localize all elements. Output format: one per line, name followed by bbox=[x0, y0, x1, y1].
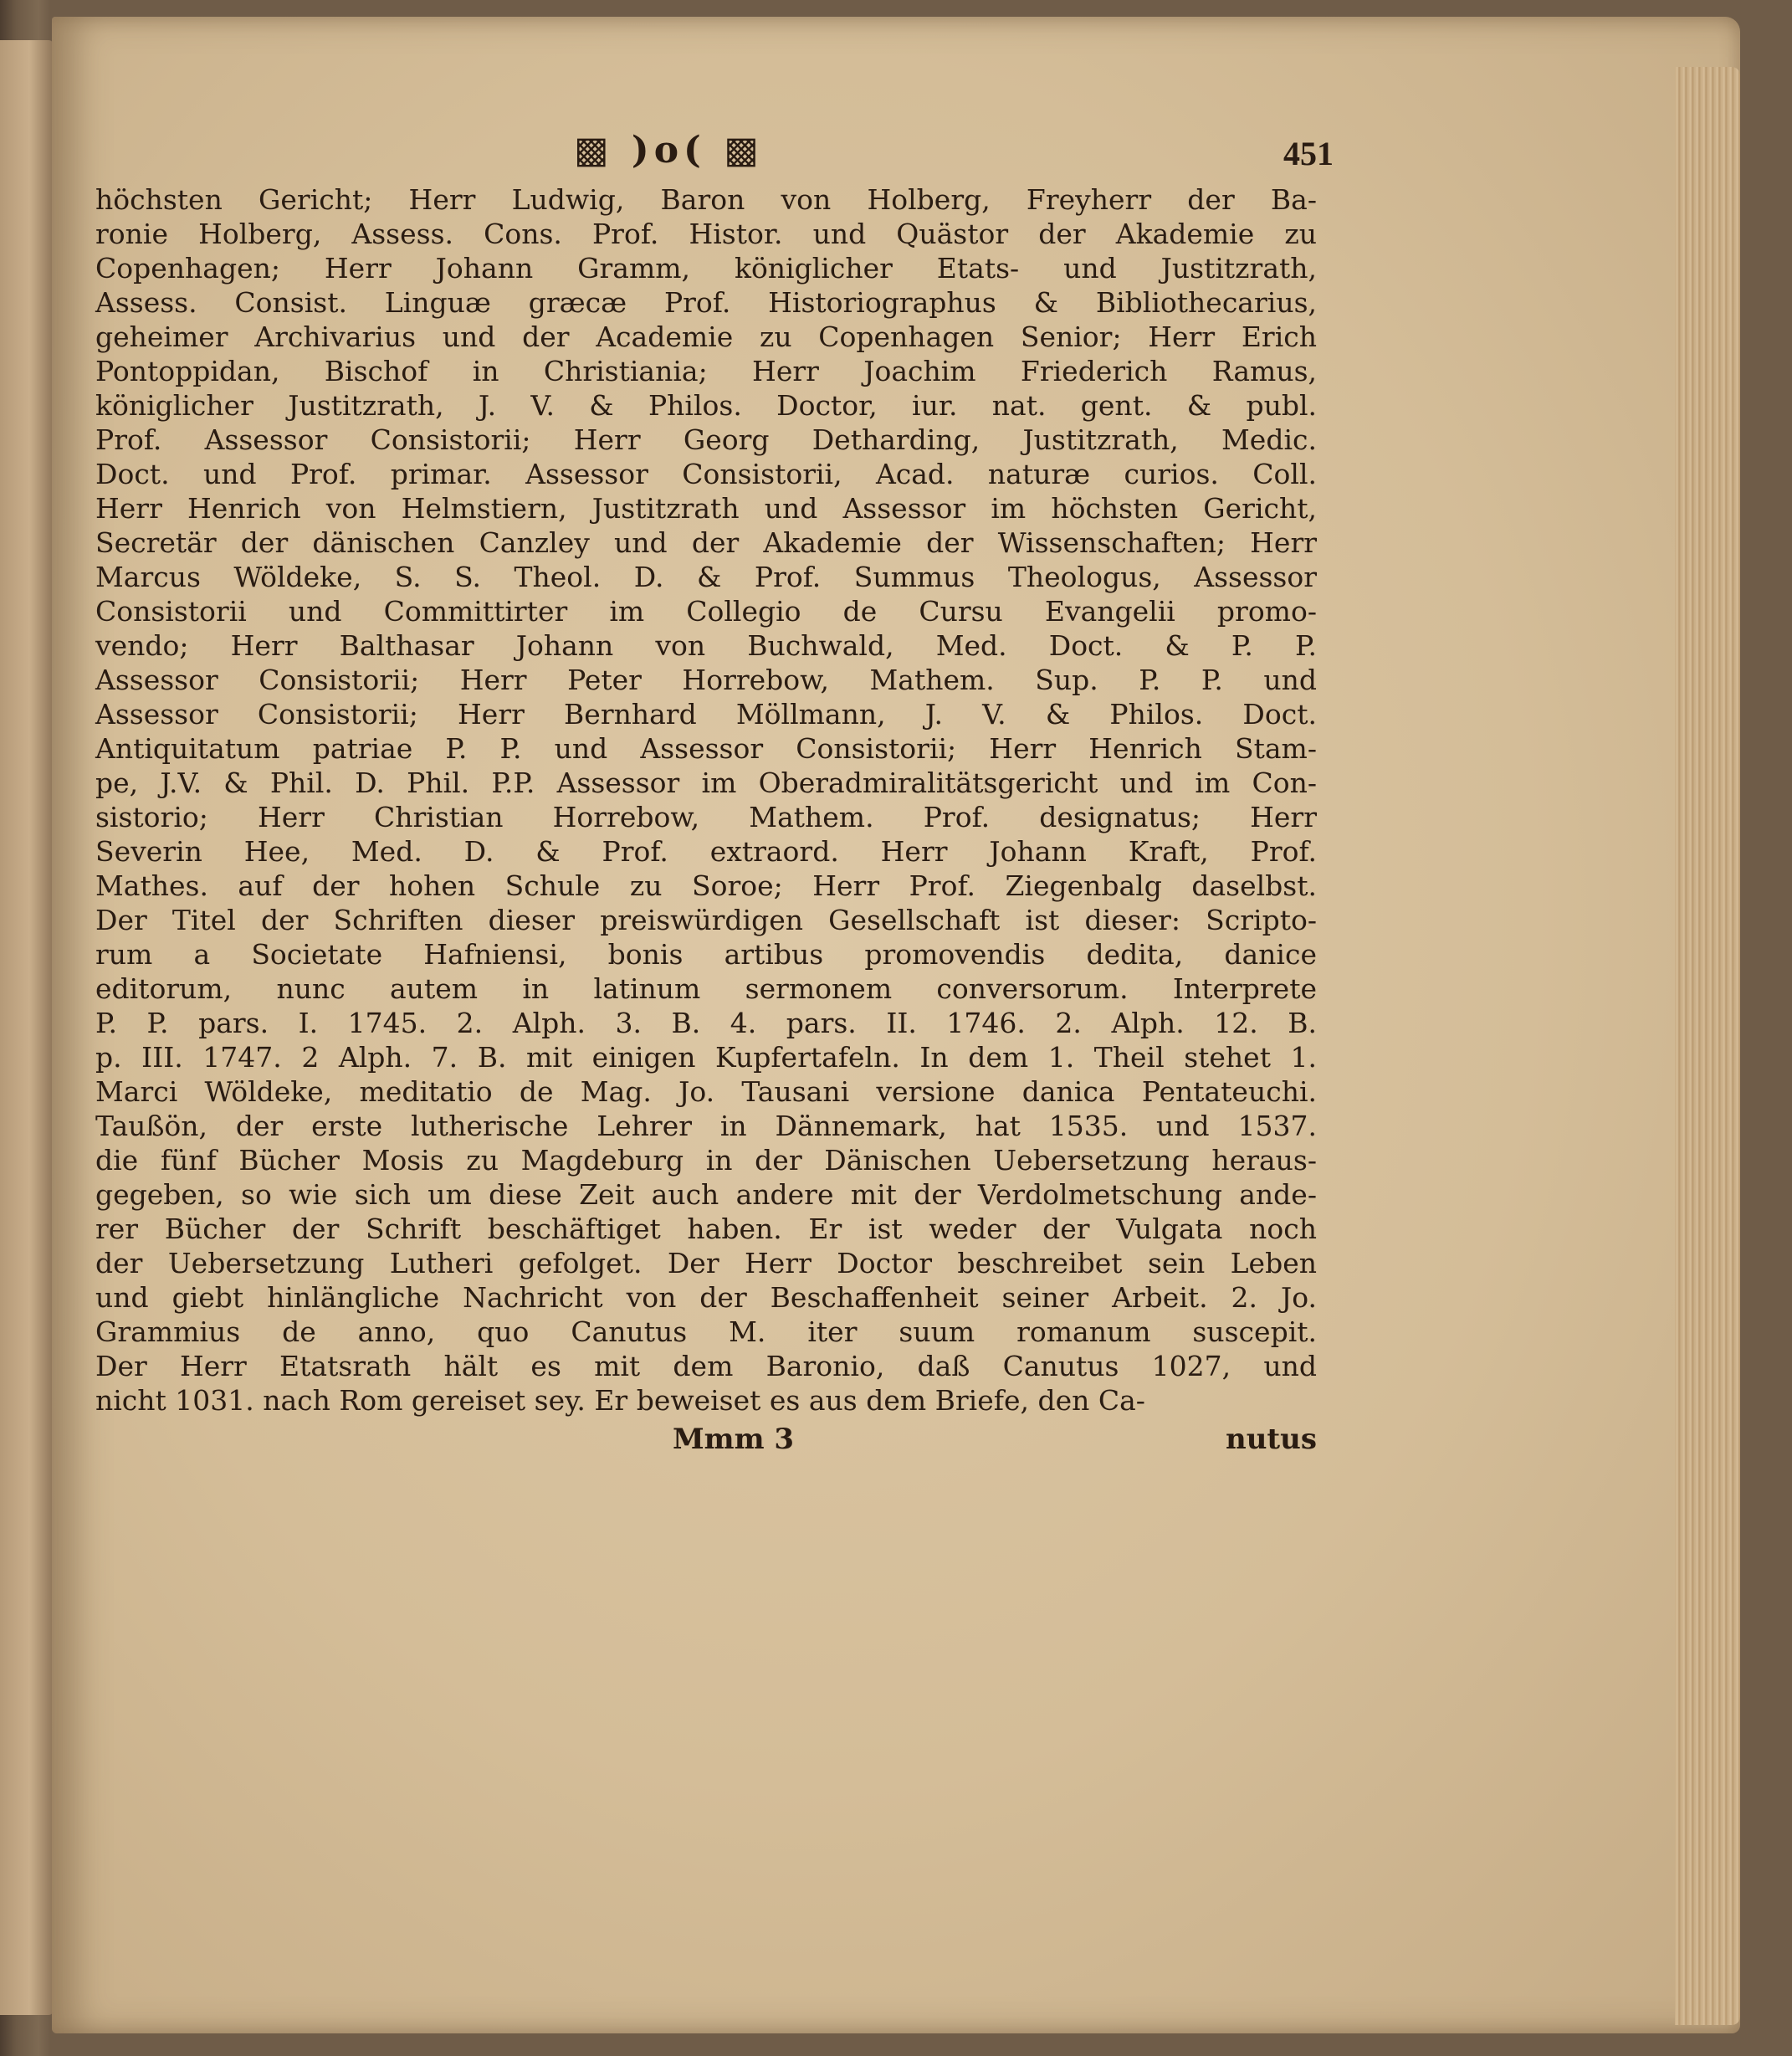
text-line: ronie Holberg, Assess. Cons. Prof. Histor. und Quästor der Akademie zu bbox=[95, 218, 1317, 250]
text-line: pe, J.V. & Phil. D. Phil. P.P. Assessor im Oberadmiralitätsgericht und im Con- bbox=[95, 767, 1317, 799]
text-line: Doct. und Prof. primar. Assessor Consistorii, Acad. naturæ curios. Coll. bbox=[95, 458, 1317, 490]
page-block-edge bbox=[1675, 67, 1740, 2025]
text-line: königlicher Justitzrath, J. V. & Philos. Doctor, iur. nat. gent. & publ. bbox=[95, 389, 1317, 422]
text-line: Mathes. auf der hohen Schule zu Soroe; Herr Prof. Ziegenbalg daselbst. bbox=[95, 869, 1317, 902]
text-line: Der Titel der Schriften dieser preiswürdigen Gesellschaft ist dieser: Scripto- bbox=[95, 904, 1317, 936]
text-line: Grammius de anno, quo Canutus M. iter suum romanum suscepit. bbox=[95, 1315, 1317, 1348]
text-line: Taußön, der erste lutherische Lehrer in Dännemark, hat 1535. und 1537. bbox=[95, 1110, 1317, 1142]
text-line: rum a Societate Hafniensi, bonis artibus promovendis dedita, danice bbox=[95, 938, 1317, 971]
text-line: Der Herr Etatsrath hält es mit dem Baronio, daß Canutus 1027, und bbox=[95, 1350, 1317, 1382]
text-line: editorum, nunc autem in latinum sermonem conversorum. Interprete bbox=[95, 972, 1317, 1005]
text-line: Secretär der dänischen Canzley und der Akademie der Wissenschaften; Herr bbox=[95, 526, 1317, 559]
text-line: Assessor Consistorii; Herr Peter Horrebow, Mathem. Sup. P. P. und bbox=[95, 664, 1317, 696]
text-line: p. III. 1747. 2 Alph. 7. B. mit einigen Kupfertafeln. In dem 1. Theil stehet 1. bbox=[95, 1041, 1317, 1074]
header-ornament: ▩ )o( ▩ bbox=[574, 129, 764, 172]
text-line: Pontoppidan, Bischof in Christiania; Herr Joachim Friederich Ramus, bbox=[95, 355, 1317, 387]
text-line: Severin Hee, Med. D. & Prof. extraord. Herr Johann Kraft, Prof. bbox=[95, 835, 1317, 868]
text-line: geheimer Archivarius und der Academie zu Copenhagen Senior; Herr Erich bbox=[95, 320, 1317, 353]
text-line: sistorio; Herr Christian Horrebow, Mathem. Prof. designatus; Herr bbox=[95, 801, 1317, 833]
catchword: nutus bbox=[1225, 1423, 1317, 1456]
text-line: und giebt hinlängliche Nachricht von der Beschaffenheit seiner Arbeit. 2. Jo. bbox=[95, 1281, 1317, 1314]
body-text bbox=[95, 182, 1317, 1418]
text-line: vendo; Herr Balthasar Johann von Buchwald, Med. Doct. & P. P. bbox=[95, 629, 1317, 662]
running-header bbox=[95, 126, 1334, 176]
page-number: 451 bbox=[1283, 135, 1334, 172]
text-line: Assessor Consistorii; Herr Bernhard Möllmann, J. V. & Philos. Doct. bbox=[95, 698, 1317, 731]
text-line: höchsten Gericht; Herr Ludwig, Baron von Holberg, Freyherr der Ba- bbox=[95, 183, 1317, 216]
text-line: der Uebersetzung Lutheri gefolget. Der Herr Doctor beschreibet sein Leben bbox=[95, 1247, 1317, 1279]
text-line: nicht 1031. nach Rom gereiset sey. Er beweiset es aus dem Briefe, den Ca- bbox=[95, 1384, 1145, 1417]
text-line: Copenhagen; Herr Johann Gramm, königlicher Etats- und Justitzrath, bbox=[95, 252, 1317, 285]
text-line: gegeben, so wie sich um diese Zeit auch andere mit der Verdolmetschung ande- bbox=[95, 1178, 1317, 1211]
page-footer bbox=[95, 1421, 1317, 1463]
signature-mark: Mmm 3 bbox=[673, 1423, 795, 1456]
text-line: Marci Wöldeke, meditatio de Mag. Jo. Tausani versione danica Pentateuchi. bbox=[95, 1075, 1317, 1108]
text-line: P. P. pars. I. 1745. 2. Alph. 3. B. 4. pars. II. 1746. 2. Alph. 12. B. bbox=[95, 1007, 1317, 1039]
text-line: rer Bücher der Schrift beschäftiget haben. Er ist weder der Vulgata noch bbox=[95, 1213, 1317, 1245]
facing-page-edge bbox=[0, 40, 54, 2015]
text-line: Assess. Consist. Linguæ græcæ Prof. Historiographus & Bibliothecarius, bbox=[95, 286, 1317, 319]
text-line: Marcus Wöldeke, S. S. Theol. D. & Prof. Summus Theologus, Assessor bbox=[95, 561, 1317, 593]
text-line: Antiquitatum patriae P. P. und Assessor Consistorii; Herr Henrich Stam- bbox=[95, 732, 1317, 765]
text-line: die fünf Bücher Mosis zu Magdeburg in der Dänischen Uebersetzung heraus- bbox=[95, 1144, 1317, 1177]
text-line: Prof. Assessor Consistorii; Herr Georg Detharding, Justitzrath, Medic. bbox=[95, 423, 1317, 456]
text-line: Herr Henrich von Helmstiern, Justitzrath und Assessor im höchsten Gericht, bbox=[95, 492, 1317, 525]
page-text-block bbox=[95, 126, 1334, 1463]
text-line: Consistorii und Committirter im Collegio de Cursu Evangelii promo- bbox=[95, 595, 1317, 628]
